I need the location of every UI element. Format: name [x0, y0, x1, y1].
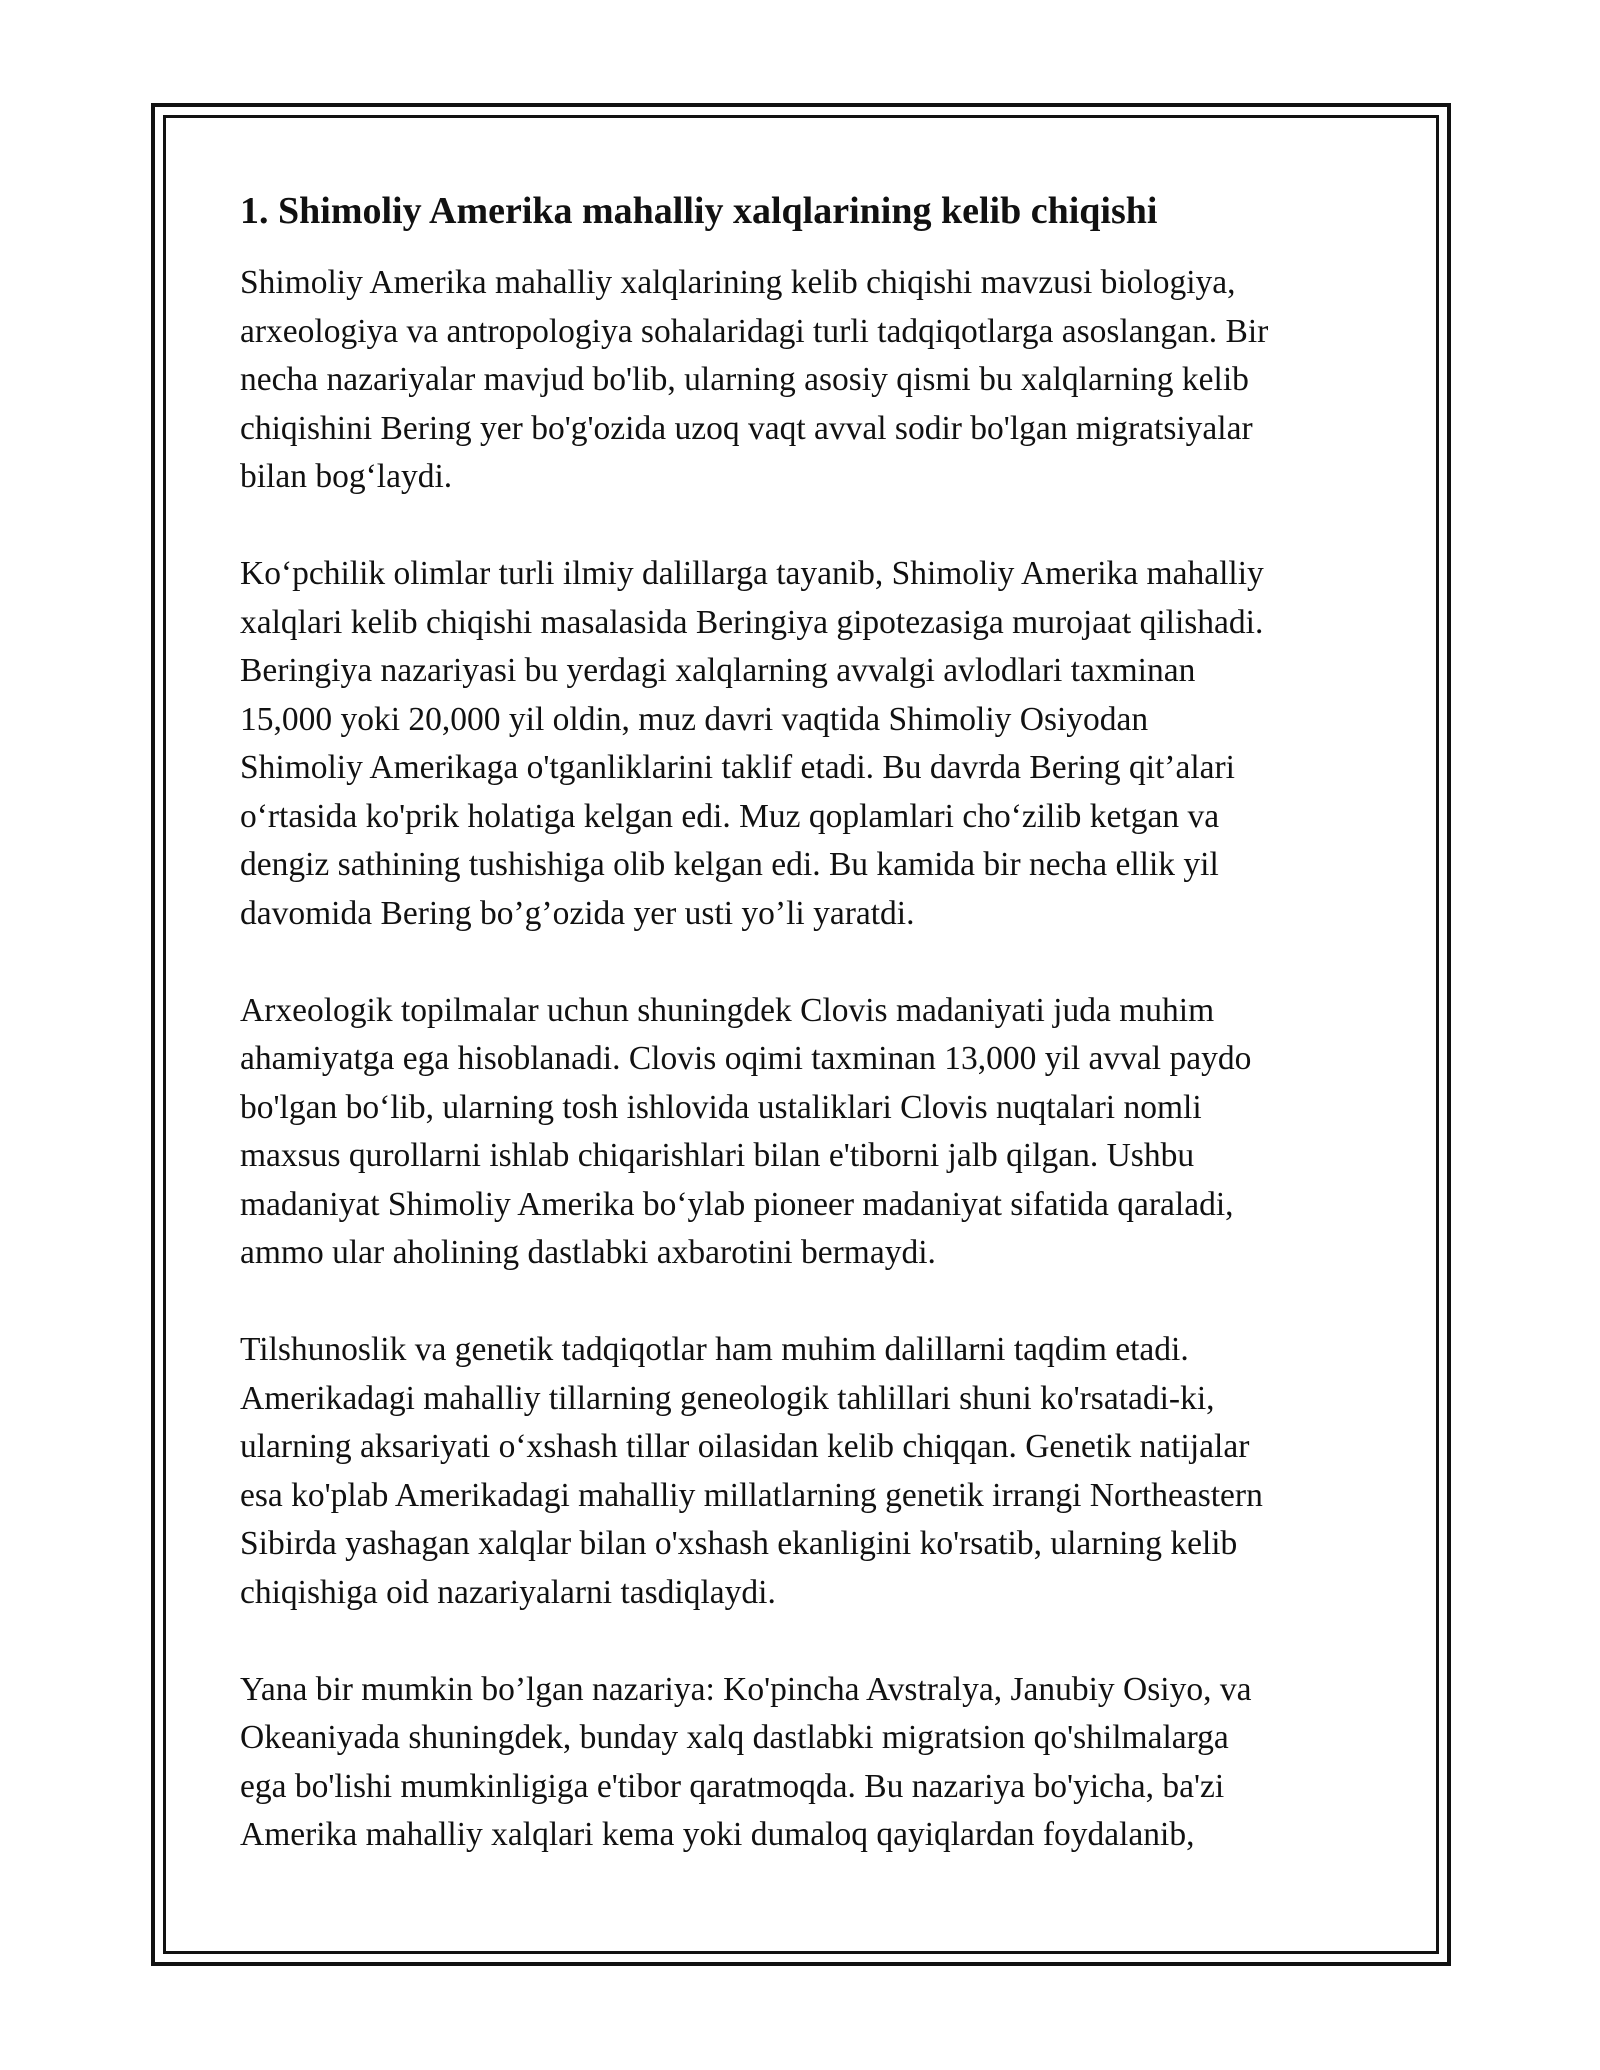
section-heading: 1. Shimoliy Amerika mahalliy xalqlarining kelib chiqishi — [240, 190, 1158, 232]
paragraph-4: Tilshunoslik va genetik tadqiqotlar ham muhim dalillarni taqdim etadi. Amerikadagi mahalliy tillarning geneologik tahlillari shuni ko'rsatadi-ki, ularning aksariyati o‘xshash tillar oilasidan kelib chiqqan. Genetik natijalar esa ko'plab Amerikadagi mahalliy millatlarning genetik irrangi Northeastern Sibirda yashagan xalqlar bilan o'xshash ekanligini ko'rsatib, ularning kelib chiqishiga oid nazariyalarni tasdiqlaydi. — [240, 1331, 1263, 1611]
document-body — [240, 187, 1365, 1908]
page-border-outer — [151, 103, 1451, 1966]
paragraph-2: Ko‘pchilik olimlar turli ilmiy dalillarga tayanib, Shimoliy Amerika mahalliy xalqlari kelib chiqishi masalasida Beringiya gipotezasiga murojaat qilishadi. Beringiya nazariyasi bu yerdagi xalqlarning avvalgi avlodlari taxminan 15,000 yoki 20,000 yil oldin, muz davri vaqtida Shimoliy Osiyodan Shimoliy Amerikaga o'tganliklarini taklif etadi. Bu davrda Bering qit’alari o‘rtasida ko'prik holatiga kelgan edi. Muz qoplamlari cho‘zilib ketgan va dengiz sathining tushishiga olib kelgan edi. Bu kamida bir necha ellik yil davomida Bering bo’g’ozida yer usti yo’li yaratdi. — [240, 555, 1264, 932]
paragraph-5: Yana bir mumkin bo’lgan nazariya: Ko'pincha Avstralya, Janubiy Osiyo, va Okeaniyada shuningdek, bunday xalq dastlabki migratsion qo'shilmalarga ega bo'lishi mumkinligiga e'tibor qaratmoqda. Bu nazariya bo'yicha, ba'zi Amerika mahalliy xalqlari kema yoki dumaloq qayiqlardan foydalanib, — [240, 1670, 1252, 1853]
paragraph-3: Arxeologik topilmalar uchun shuningdek Clovis madaniyati juda muhim ahamiyatga ega hisoblanadi. Clovis oqimi taxminan 13,000 yil avval paydo bo'lgan bo‘lib, ularning tosh ishlovida ustaliklari Clovis nuqtalari nomli maxsus qurollarni ishlab chiqarishlari bilan e'tiborni jalb qilgan. Ushbu madaniyat Shimoliy Amerika bo‘ylab pioneer madaniyat sifatida qaraladi, ammo ular aholining dastlabki axbarotini bermaydi. — [240, 991, 1252, 1271]
paragraph-1: Shimoliy Amerika mahalliy xalqlarining kelib chiqishi mavzusi biologiya, arxeologiya va antropologiya sohalaridagi turli tadqiqotlarga asoslangan. Bir necha nazariyalar mavjud bo'lib, ularning asosiy qismi bu xalqlarning kelib chiqishini Bering yer bo'g'ozida uzoq vaqt avval sodir bo'lgan migratsiyalar bilan bog‘laydi. — [240, 264, 1269, 495]
